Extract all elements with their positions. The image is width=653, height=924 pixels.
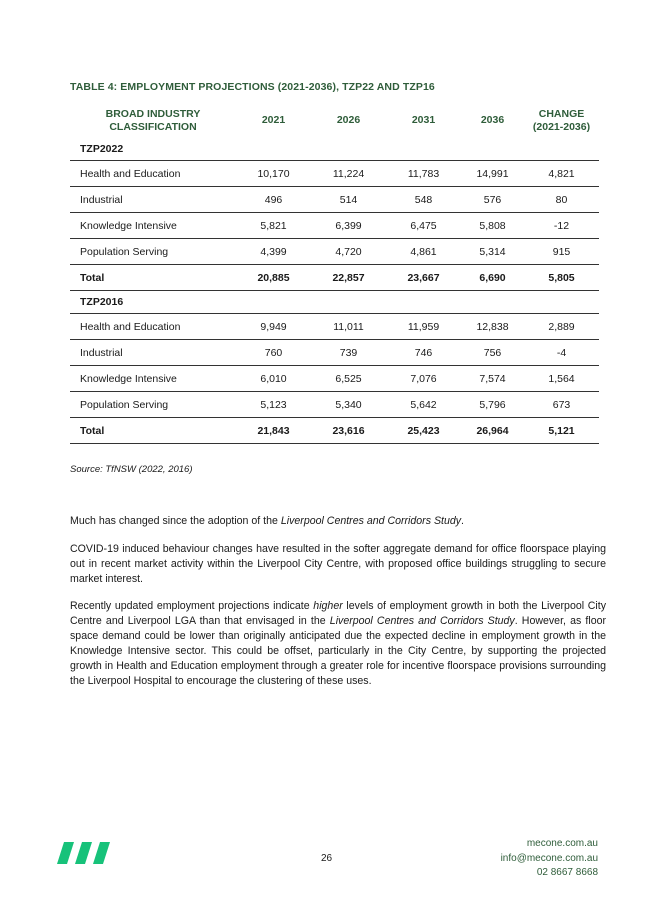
- cell: 80: [524, 187, 599, 213]
- cell: 496: [236, 187, 311, 213]
- cell: 6,475: [386, 213, 461, 239]
- table-row: [70, 187, 599, 213]
- row-label: Total: [70, 265, 236, 291]
- cell: 4,399: [236, 239, 311, 265]
- group-row: [70, 138, 599, 161]
- total-row: [70, 418, 599, 444]
- row-label: Population Serving: [70, 392, 236, 418]
- row-label: Health and Education: [70, 314, 236, 340]
- row-label: Industrial: [70, 340, 236, 366]
- cell: 20,885: [236, 265, 311, 291]
- cell: 576: [461, 187, 524, 213]
- cell: 12,838: [461, 314, 524, 340]
- header-2031: 2031: [411, 114, 436, 127]
- body-paragraph-3: [70, 599, 606, 689]
- row-label: Population Serving: [70, 239, 236, 265]
- header-change: CHANGE (2021-2036): [532, 107, 591, 133]
- cell: 756: [461, 340, 524, 366]
- cell: 22,857: [311, 265, 386, 291]
- table-row: [70, 340, 599, 366]
- row-label: Health and Education: [70, 161, 236, 187]
- page-number: 26: [320, 853, 333, 864]
- text-run: Much has changed since the adoption of the: [70, 515, 281, 527]
- phone-number: 02 8667 8668: [536, 867, 598, 878]
- cell: 14,991: [461, 161, 524, 187]
- cell: 11,783: [386, 161, 461, 187]
- table-title: TABLE 4: EMPLOYMENT PROJECTIONS (2021-2036), TZP22 AND TZP16: [70, 81, 435, 93]
- cell: 23,616: [311, 418, 386, 444]
- cell: 2,889: [524, 314, 599, 340]
- website-link[interactable]: mecone.com.au: [526, 838, 598, 849]
- cell: 5,821: [236, 213, 311, 239]
- cell: 5,121: [524, 418, 599, 444]
- cell: 5,642: [386, 392, 461, 418]
- email-link[interactable]: info@mecone.com.au: [500, 852, 598, 864]
- body-paragraph-2: COVID-19 induced behaviour changes have resulted in the softer aggregate demand for office floorspace playing out in recent market activity within the Liverpool City Centre, with proposed office buildings struggling to secure market interest.: [70, 543, 606, 585]
- table-source: Source: TfNSW (2022, 2016): [70, 464, 193, 475]
- contact-block: [501, 837, 598, 881]
- text-run: levels of employment growth in both the Liverpool City Centre and Liverpool LGA than that envisaged in the: [70, 600, 606, 627]
- cell: 760: [236, 340, 311, 366]
- group-row: [70, 291, 599, 314]
- header-2036: 2036: [480, 114, 505, 127]
- study-title: Liverpool Centres and Corridors Study: [280, 515, 462, 527]
- row-label: Industrial: [70, 187, 236, 213]
- row-label: Knowledge Intensive: [70, 366, 236, 392]
- cell: 915: [524, 239, 599, 265]
- group-label: TZP2022: [70, 138, 599, 161]
- cell: 4,821: [524, 161, 599, 187]
- cell: 5,340: [311, 392, 386, 418]
- cell: 9,949: [236, 314, 311, 340]
- table-row: [70, 239, 599, 265]
- cell: 1,564: [524, 366, 599, 392]
- cell: 11,959: [386, 314, 461, 340]
- cell: 673: [524, 392, 599, 418]
- cell: 5,808: [461, 213, 524, 239]
- cell: 7,574: [461, 366, 524, 392]
- table-row: [70, 314, 599, 340]
- text-run: Recently updated employment projections indicate: [70, 600, 314, 612]
- table-row: [70, 161, 599, 187]
- cell: 25,423: [386, 418, 461, 444]
- cell: 5,796: [461, 392, 524, 418]
- cell: 26,964: [461, 418, 524, 444]
- emphasis-higher: higher: [313, 600, 343, 612]
- cell: 739: [311, 340, 386, 366]
- study-title: Liverpool Centres and Corridors Study: [329, 615, 515, 627]
- cell: 4,861: [386, 239, 461, 265]
- cell: 11,224: [311, 161, 386, 187]
- row-label: Knowledge Intensive: [70, 213, 236, 239]
- cell: 5,314: [461, 239, 524, 265]
- cell: 6,010: [236, 366, 311, 392]
- table-row: [70, 392, 599, 418]
- cell: -4: [524, 340, 599, 366]
- total-row: [70, 265, 599, 291]
- cell: 10,170: [236, 161, 311, 187]
- cell: 6,399: [311, 213, 386, 239]
- cell: 746: [386, 340, 461, 366]
- cell: 4,720: [311, 239, 386, 265]
- cell: 7,076: [386, 366, 461, 392]
- cell: 548: [386, 187, 461, 213]
- cell: -12: [524, 213, 599, 239]
- cell: 21,843: [236, 418, 311, 444]
- cell: 6,690: [461, 265, 524, 291]
- employment-projections-table: [70, 104, 599, 444]
- body-paragraph-1: [70, 514, 606, 529]
- cell: 23,667: [386, 265, 461, 291]
- table-row: [70, 213, 599, 239]
- cell: 5,123: [236, 392, 311, 418]
- row-label: Total: [70, 418, 236, 444]
- header-classification: BROAD INDUSTRY CLASSIFICATION: [105, 107, 201, 133]
- cell: 11,011: [311, 314, 386, 340]
- text-run: . However, as floor space demand could be lower than originally anticipated due the expected decline in employment growth in the Knowledge Intensive sector. This could be offset, particularly in the City Centre, by supporting the projected growth in Health and Education employment through a greater role for incentive floorspace provisions surrounding the Liverpool Hospital to encourage the clustering of these uses.: [70, 615, 607, 687]
- header-2021: 2021: [261, 114, 286, 127]
- table-header-row: [70, 104, 599, 138]
- header-2026: 2026: [336, 114, 361, 127]
- cell: 514: [311, 187, 386, 213]
- group-label: TZP2016: [70, 291, 599, 314]
- cell: 6,525: [311, 366, 386, 392]
- text-run: .: [461, 515, 464, 527]
- table-row: [70, 366, 599, 392]
- cell: 5,805: [524, 265, 599, 291]
